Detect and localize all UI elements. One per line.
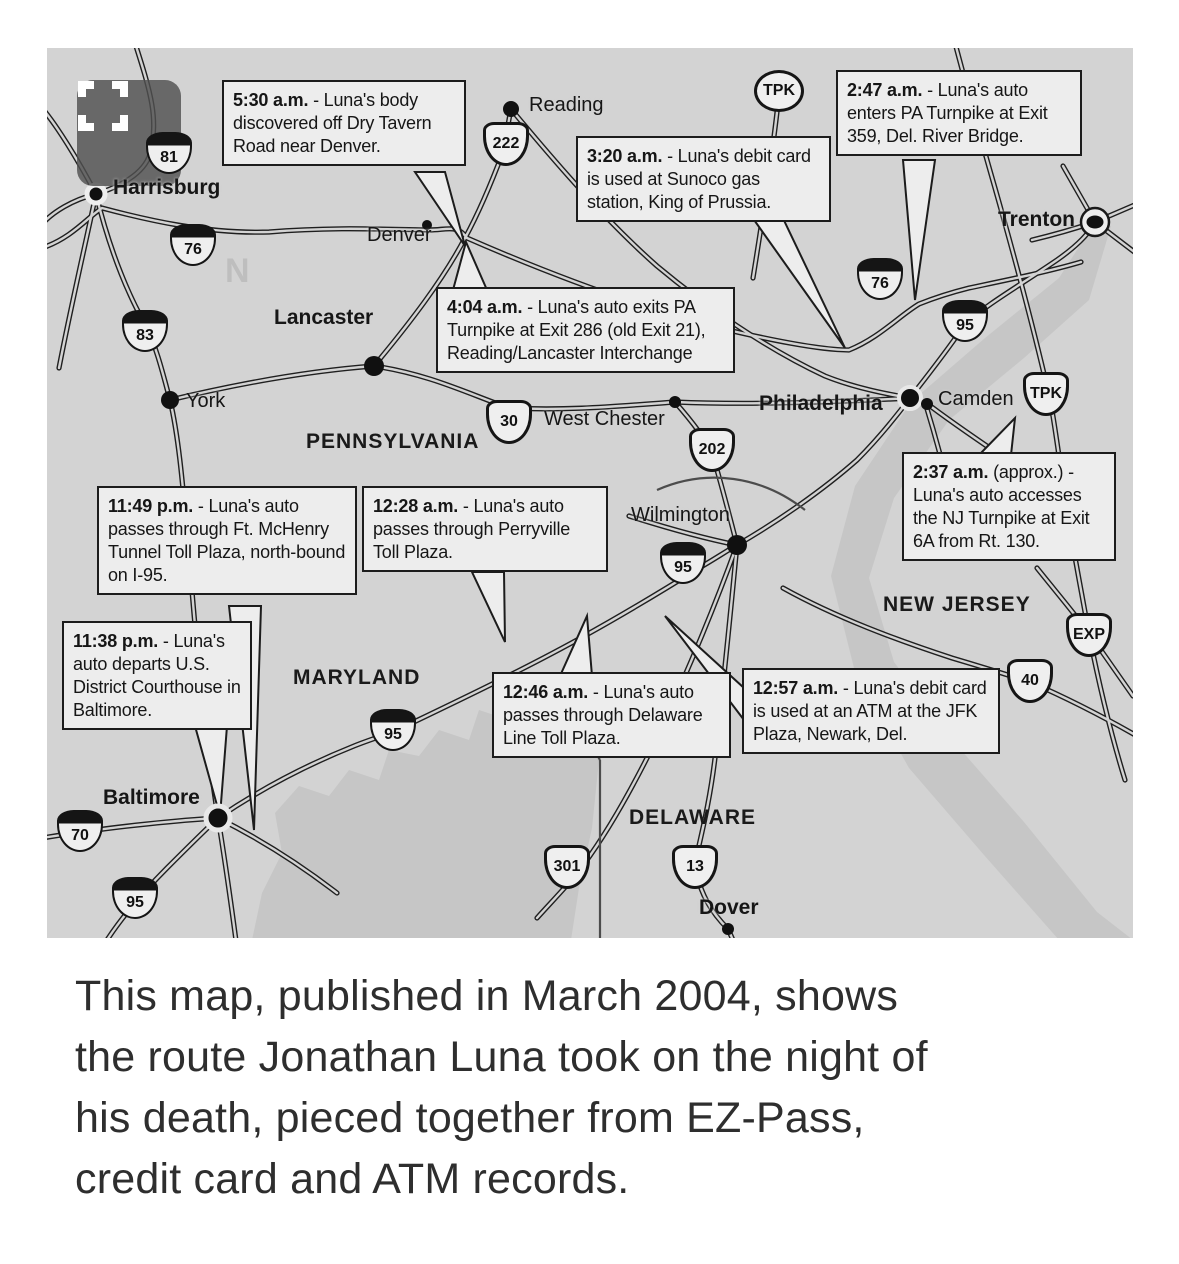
city-label-west-chester: West Chester: [544, 408, 665, 430]
shield-label: EXP: [1072, 626, 1105, 643]
shield-label: 301: [553, 858, 581, 875]
shield-label: 13: [686, 858, 704, 875]
callout-text: - Luna's auto enters PA Turnpike at Exit 359, Del. River Bridge.: [847, 80, 1048, 146]
map-caption: [75, 966, 1135, 1210]
city-label-philadelphia: Philadelphia: [759, 392, 883, 415]
city-label-denver: Denver: [367, 224, 432, 246]
shield-label: TPK: [1030, 385, 1062, 402]
route-shield-tpk-oval: [754, 70, 804, 112]
city-label-york: York: [186, 390, 226, 412]
callout-time: 11:38 p.m.: [73, 631, 159, 651]
shield-label: 76: [184, 241, 202, 258]
fullscreen-icon: [77, 80, 129, 132]
city-label-camden: Camden: [938, 388, 1014, 410]
event-callout-0530am: [222, 80, 466, 166]
event-callout-1246am: [492, 672, 731, 758]
shield-label: 40: [1021, 672, 1039, 689]
event-callout-1149pm: [97, 486, 357, 595]
caption-line: the route Jonathan Luna took on the night of: [75, 1033, 928, 1081]
compass-north-label: N: [225, 252, 250, 290]
state-label-delaware: DELAWARE: [629, 806, 757, 829]
shield-label: 95: [956, 317, 974, 334]
event-callout-0320am: [576, 136, 831, 222]
callout-time: 2:37 a.m.: [913, 462, 989, 482]
event-callout-0237am: [902, 452, 1116, 561]
event-callout-1228am: [362, 486, 608, 572]
shield-label: 81: [160, 149, 178, 166]
callout-time: 3:20 a.m.: [587, 146, 663, 166]
callout-text: - Luna's auto exits PA Turnpike at Exit 286 (old Exit 21), Reading/Lancaster Interchange: [447, 297, 706, 363]
callout-time: 2:47 a.m.: [847, 80, 923, 100]
state-label-new-jersey: NEW JERSEY: [883, 593, 1031, 616]
city-label-baltimore: Baltimore: [103, 786, 200, 809]
shield-label: 83: [136, 327, 154, 344]
shield-label: 95: [674, 559, 692, 576]
shield-label: 76: [871, 275, 889, 292]
event-callout-0247am: [836, 70, 1082, 156]
callout-text: - Luna's auto departs U.S. District Courthouse in Baltimore.: [73, 631, 241, 720]
state-label-pennsylvania: PENNSYLVANIA: [306, 430, 480, 453]
caption-line: This map, published in March 2004, shows: [75, 972, 899, 1020]
city-label-lancaster: Lancaster: [274, 306, 374, 329]
city-label-harrisburg: Harrisburg: [113, 176, 221, 199]
callout-time: 5:30 a.m.: [233, 90, 309, 110]
callout-time: 12:46 a.m.: [503, 682, 589, 702]
route-map: [47, 48, 1133, 938]
callout-time: 12:57 a.m.: [753, 678, 839, 698]
city-label-reading: Reading: [529, 94, 604, 116]
callout-text: (approx.) - Luna's auto accesses the NJ Turnpike at Exit 6A from Rt. 130.: [913, 462, 1090, 551]
callout-text: - Luna's debit card is used at Sunoco gas station, King of Prussia.: [587, 146, 811, 212]
caption-line: credit card and ATM records.: [75, 1155, 630, 1203]
shield-label: 30: [500, 413, 518, 430]
state-label-maryland: MARYLAND: [293, 666, 421, 689]
callout-text: - Luna's auto passes through Perryville Toll Plaza.: [373, 496, 571, 562]
callout-time: 4:04 a.m.: [447, 297, 523, 317]
caption-line: his death, pieced together from EZ-Pass,: [75, 1094, 865, 1142]
city-label-trenton: Trenton: [998, 208, 1075, 231]
shield-label: 70: [71, 827, 89, 844]
event-callout-1257am: [742, 668, 1000, 754]
callout-text: - Luna's body discovered off Dry Tavern Road near Denver.: [233, 90, 432, 156]
event-callout-0404am: [436, 287, 735, 373]
city-label-wilmington: Wilmington: [631, 504, 730, 526]
shield-label: 95: [126, 894, 144, 911]
shield-label: 202: [698, 441, 726, 458]
callout-text: - Luna's debit card is used at an ATM at the JFK Plaza, Newark, Del.: [753, 678, 987, 744]
shield-label: TPK: [763, 82, 795, 99]
callout-time: 11:49 p.m.: [108, 496, 194, 516]
shield-label: 222: [492, 135, 520, 152]
callout-time: 12:28 a.m.: [373, 496, 459, 516]
shield-label: 95: [384, 726, 402, 743]
city-label-dover: Dover: [699, 896, 759, 919]
callout-text: - Luna's auto passes through Delaware Line Toll Plaza.: [503, 682, 703, 748]
event-callout-1138pm: [62, 621, 252, 730]
callout-text: - Luna's auto passes through Ft. McHenry Tunnel Toll Plaza, north-bound on I-95.: [108, 496, 346, 585]
